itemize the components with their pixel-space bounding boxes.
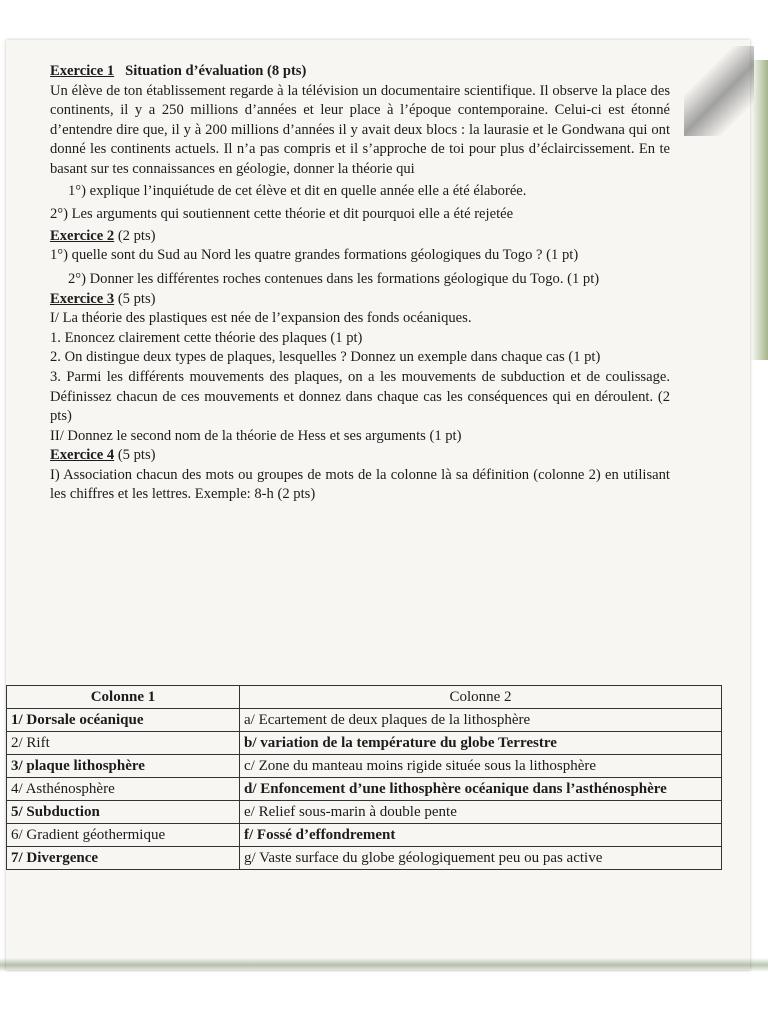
- definition-cell: a/ Ecartement de deux plaques de la lithosphère: [240, 709, 722, 732]
- background-edge: [0, 958, 768, 972]
- table-header-row: [7, 686, 722, 709]
- table-row: [7, 755, 722, 778]
- exercise-3-question-1: 1. Enoncez clairement cette théorie des plaques (1 pt): [50, 329, 363, 346]
- exercise-4-title: Exercice 4: [50, 447, 115, 464]
- exercise-3-intro: I/ La théorie des plastiques est née de l’expansion des fonds océaniques.: [50, 310, 472, 327]
- column-2-header: Colonne 2: [240, 686, 722, 709]
- definition-cell: b/ variation de la température du globe Terrestre: [240, 732, 722, 755]
- term-cell: 1/ Dorsale océanique: [7, 709, 240, 732]
- exercise-3-question-3: 3. Parmi les différents mouvements des plaques, on a les mouvements de subduction et de coulissage. Définissez chacun de ces mouvements et donnez dans chaque cas les conséquences qui en déroulent. (2 pts): [50, 368, 670, 425]
- exercise-1-paragraph: Un élève de ton établissement regarde à la télévision un documentaire scientifique. Il observe la place des continents, il y a 250 millions d’années et leur place à l’époque contemporaine. Celui-ci est étonné d’entendre dire que, il y à 200 millions d’années il y avait deux blocs : la laurasie et le Gondwana qui ont donné les continents actuels. Il n’a pas compris et il s’approche de toi pour plus d’éclaircissement. En te basant sur tes connaissances en géologie, donner la théorie qui: [50, 82, 670, 177]
- exercise-4-intro: I) Association chacun des mots ou groupes de mots de la colonne là sa définition (colonne 2) en utilisant les chiffres et les lettres. Exemple: 8-h (2 pts): [50, 466, 670, 503]
- exercise-3-points: (5 pts): [117, 290, 156, 307]
- exercise-1-subtitle: Situation d’évaluation (8 pts): [125, 63, 307, 79]
- term-cell: 7/ Divergence: [7, 847, 240, 870]
- definition-cell: g/ Vaste surface du globe géologiquement peu ou pas active: [240, 847, 722, 870]
- definition-cell: e/ Relief sous-marin à double pente: [240, 801, 722, 824]
- exercise-3-title: Exercice 3: [50, 290, 115, 307]
- background-edge: [750, 60, 768, 360]
- exercise-1-title: Exercice 1: [50, 63, 115, 79]
- table-row: [7, 847, 722, 870]
- exercise-1-question-1: 1°) explique l’inquiétude de cet élève et dit en quelle année elle a été élaborée.: [68, 182, 527, 199]
- term-cell: 5/ Subduction: [7, 801, 240, 824]
- exercise-3-question-4: II/ Donnez le second nom de la théorie de Hess et ses arguments (1 pt): [50, 427, 462, 444]
- definition-cell: c/ Zone du manteau moins rigide située sous la lithosphère: [240, 755, 722, 778]
- exercise-1-heading: [50, 62, 670, 82]
- exercise-2-question-2: 2°) Donner les différentes roches contenues dans les formations géologique du Togo. (1 pt): [68, 270, 600, 287]
- exercise-4-points: (5 pts): [117, 447, 156, 464]
- term-cell: 6/ Gradient géothermique: [7, 824, 240, 847]
- page-fold-shadow: [684, 46, 754, 136]
- exercise-2-points: (2 pts): [117, 227, 156, 244]
- table-row: [7, 778, 722, 801]
- table-row: [7, 709, 722, 732]
- definition-cell: d/ Enfoncement d’une lithosphère océanique dans l’asthénosphère: [240, 778, 722, 801]
- exam-content: [50, 62, 670, 505]
- term-cell: 2/ Rift: [7, 732, 240, 755]
- table-row: [7, 732, 722, 755]
- exercise-2-title: Exercice 2: [50, 227, 115, 244]
- definition-cell: f/ Fossé d’effondrement: [240, 824, 722, 847]
- column-1-header: Colonne 1: [7, 686, 240, 709]
- exercise-2-question-1: 1°) quelle sont du Sud au Nord les quatre grandes formations géologiques du Togo ? (1 pt): [50, 247, 579, 264]
- exercise-2-heading: [50, 227, 670, 247]
- association-table: [6, 685, 722, 870]
- term-cell: 4/ Asthénosphère: [7, 778, 240, 801]
- exercise-3-heading: [50, 290, 670, 310]
- table-row: [7, 824, 722, 847]
- exercise-1-question-2: 2°) Les arguments qui soutiennent cette théorie et dit pourquoi elle a été rejetée: [50, 206, 514, 223]
- term-cell: 3/ plaque lithosphère: [7, 755, 240, 778]
- exercise-4-heading: [50, 446, 670, 466]
- table-row: [7, 801, 722, 824]
- exercise-3-question-2: 2. On distingue deux types de plaques, lesquelles ? Donnez un exemple dans chaque cas (1 pt): [50, 349, 601, 366]
